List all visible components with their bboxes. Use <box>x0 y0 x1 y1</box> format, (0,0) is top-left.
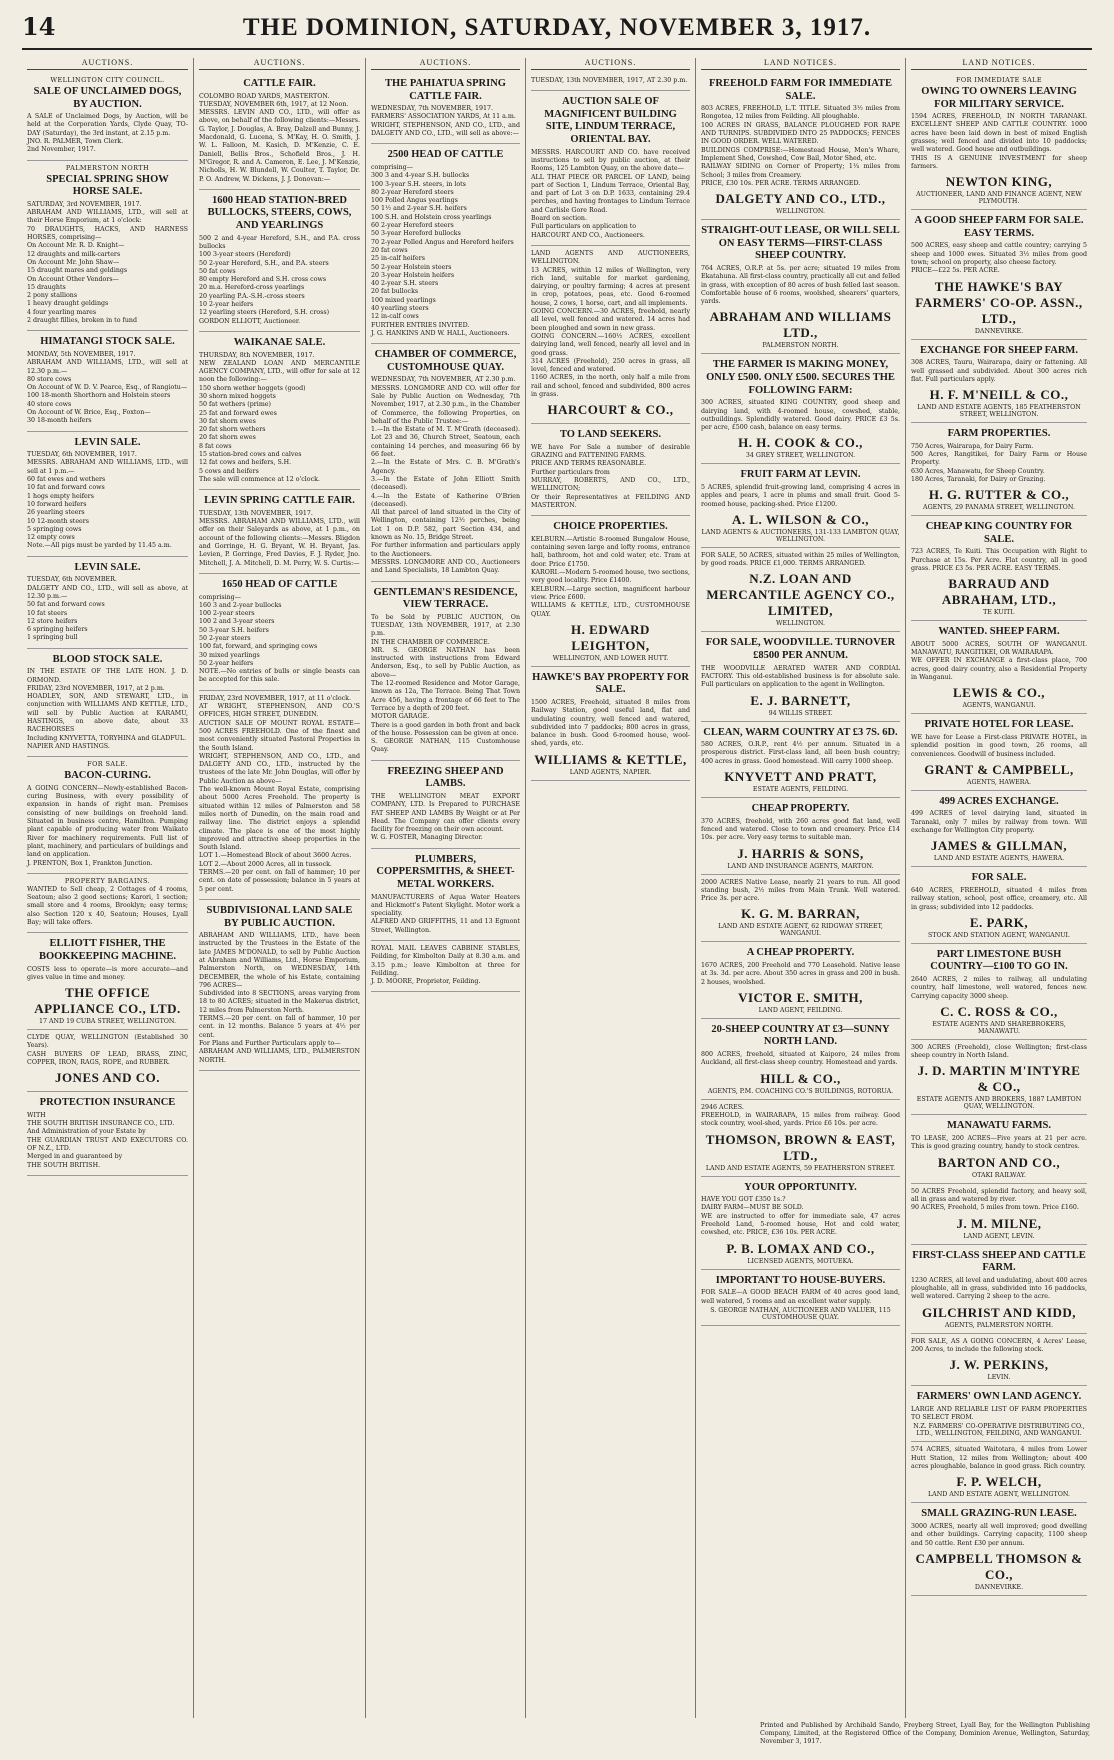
advertisement <box>27 557 188 649</box>
ad-firm-name: VICTOR E. SMITH, <box>738 989 863 1005</box>
advertisement <box>27 161 188 332</box>
page-number: 14 <box>22 12 56 41</box>
ad-body-text: TUESDAY, 13th NOVEMBER, 1917, AT 2.30 p.m. <box>531 77 688 84</box>
ad-body-text: THE WELLINGTON MEAT EXPORT COMPANY, LTD. Is Prepared to PURCHASE FAT SHEEP AND LAMBS By Weight or at Per Head. The Company can offer clients every facility for freezing on their own account. W. G. FOSTER, Managing Director. <box>371 792 520 842</box>
ad-firm-address: LAND AND ESTATE AGENT, WELLINGTON. <box>927 1491 1071 1499</box>
ad-headline: BLOOD STOCK SALE. <box>52 653 163 665</box>
ad-firm-name: J. D. MARTIN M'INTYRE & CO., <box>917 1063 1081 1095</box>
ad-firm-address: AUCTIONEER, LAND AND FINANCE AGENT, NEW PLYMOUTH. <box>916 191 1082 206</box>
advertisement <box>701 798 900 874</box>
advertisement <box>371 582 520 761</box>
ad-firm-name: HARCOURT & CO., <box>547 402 674 418</box>
ad-body-text: MESSRS. HARCOURT AND CO. have received instructions to sell by public auction, at their Rooms, 125 Lambton Quay, on the above date— ALL THAT PIECE OR PARCEL OF LAND, being part of Section 1, Lindum Terrace, Oriental Bay, and part of Lot 3 on D.P. 1633, containing 29.4 perches, and having frontages to Lindum Terrace and Carlisle Gore Road. Board on section. Full particulars on application to HARCOURT AND CO., Auctioneers. <box>531 148 690 239</box>
ad-firm-address: 94 WILLIS STREET. <box>768 709 833 717</box>
advertisement <box>531 667 690 781</box>
ad-firm-address: LAND AGENTS & AUCTIONEERS, 131-133 LAMBTON QUAY, WELLINGTON. <box>701 528 900 543</box>
advertisement <box>199 691 360 900</box>
advertisement <box>531 91 690 246</box>
advertisement <box>911 944 1087 1040</box>
ad-headline: CHOICE PROPERTIES. <box>553 521 668 533</box>
advertisement <box>531 424 690 516</box>
ad-firm-name: LEWIS & CO., <box>953 685 1045 701</box>
ad-body-text: ROYAL MAIL LEAVES CABBINE STABLES, Feilding, for Kimbolton Daily at 8.30 a.m. and 3.15 p.m.; leave Kimbolton at three for Feilding. J. D. MOORE, Proprietor, Feilding. <box>371 944 520 986</box>
ad-firm-name: KNYVETT AND PRATT, <box>724 769 877 785</box>
ad-headline: BACON-CURING. <box>64 770 151 782</box>
column-6 <box>906 58 1092 1718</box>
column-4 <box>526 58 696 1718</box>
ad-firm-address: AGENTS, 29 PANAMA STREET, WELLINGTON. <box>923 504 1075 512</box>
ad-headline: FOR SALE. <box>971 872 1027 884</box>
ad-firm-name: J. HARRIS & SONS, <box>737 845 864 861</box>
ad-firm-address: LEVIN. <box>987 1374 1011 1382</box>
ad-firm-address: LAND AND ESTATE AGENTS, 59 FEATHERSTON STREET. <box>705 1164 896 1172</box>
ad-firm-address: LICENSED AGENTS, MOTUEKA. <box>747 1257 854 1265</box>
ad-firm-name: THE OFFICE APPLIANCE CO., LTD. <box>34 985 181 1017</box>
ad-body-text: 300 ACRES, situated KING COUNTRY, good sheep and dairying land, with 4-roomed house, cowshed, stable, outbuildings. Splendidly watered. Good dairy. PRICE £3 5s. per acre, £500 cash, balance on easy terms. <box>701 399 900 432</box>
advertisement <box>371 761 520 849</box>
ad-body-text: COLOMBO ROAD YARDS, MASTERTON. TUESDAY, NOVEMBER 6th, 1917, at 12 Noon. MESSRS. LEVIN AND CO., LTD., will offer as above, on behalf of the following clients:—Messrs. G. Taylor, J. Douglas, A. Bray, Dalzell and Bunny, J. Macdonald, G. Lucena, S. M'Kay, H. O. Smith, J. W. L. Falloon, M. Kasich, D. M'Kenzie, C. E. Daniell, Bellis Bros., Schofield Bros., J. H. M'Gregor, R. and A. Cameron, E. Lee, J. M'Kenzie, Nicholls, H. W. Blundell, W. Coulter, T. Taylor, Dr. P. O. Andrew, W. Dickens, J. J. Donovan:— <box>199 92 360 183</box>
advertisement <box>911 423 1087 516</box>
advertisement <box>911 210 1087 339</box>
ad-body-text: LARGE AND RELIABLE LIST OF FARM PROPERTIES TO SELECT FROM. <box>911 1405 1087 1422</box>
ad-body-text: COSTS less to operate—is more accurate—and gives value in time and money. <box>27 965 188 981</box>
advertisement <box>199 73 360 190</box>
ad-body-text: 1670 ACRES, 200 Freehold and 770 Leasehold. Native lease at 3s. 3d. per acre. About 350 acres in grass and 200 in bush. 2 houses, woolshed. <box>701 962 900 986</box>
advertisement <box>911 1503 1087 1595</box>
ad-header: PROPERTY BARGAINS. <box>64 876 151 885</box>
ad-firm-name: BARRAUD AND ABRAHAM, LTD., <box>941 576 1057 608</box>
ad-body-text: 1500 ACRES, Freehold, situated 8 miles from Railway Station, good useful land, flat and undulating country, well fenced and watered, subdivided into 7 paddocks; 800 acres in grass, balance in bush. Good 6-roomed house, wool-shed, yards, etc. <box>531 699 690 748</box>
ad-body-text: 580 ACRES, O.R.P., rent 4½ per annum. Situated in a prosperous district. First-class land, all been bush country; 400 acres in grass. Good homestead. Will carry 1000 sheep. <box>701 741 900 765</box>
ad-body-text: TUESDAY, 13th NOVEMBER, 1917. MESSRS. ABRAHAM AND WILLIAMS, LTD., will offer on their Saleyards as above, at 1 p.m., on account of the following clients:—Messrs. Bligdon and Gorringe, H. G. Bryant, W. H. Bryant, Jas. Levien, P. Gorringe, Fred Davies, F. J. Ryder, Jno. Mitchell, J. A. Mitchell, D. M. Perry, W. S. Curtis:— <box>199 509 360 567</box>
advertisement <box>27 933 188 1030</box>
ad-body-text: WANTED to Sell cheap, 2 Cottages of 4 rooms, Seatoun; also 2 good sections; Karori, 1 section; small store and 4 rooms, Brooklyn; easy terms; also Section 120 x 40, Seatoun; Houses, Lyall Bay; will take offers. <box>27 885 188 927</box>
column-heading: LAND NOTICES. <box>701 58 900 70</box>
ad-headline: PART LIMESTONE BUSH COUNTRY—£100 TO GO IN. <box>930 948 1068 973</box>
ad-firm-name: H. F. M'NEILL & CO., <box>929 387 1069 403</box>
advertisement <box>701 1100 900 1177</box>
ad-firm-name: BARTON AND CO., <box>937 1154 1061 1170</box>
ad-headline: STRAIGHT-OUT LEASE, OR WILL SELL ON EASY TERMS—FIRST-CLASS SHEEP COUNTRY. <box>701 225 900 262</box>
ad-headline: SMALL GRAZING-RUN LEASE. <box>921 1508 1077 1520</box>
ad-headline: CHEAP PROPERTY. <box>751 803 850 815</box>
column-3 <box>366 58 526 1718</box>
ad-headline: PRIVATE HOTEL FOR LEASE. <box>924 719 1074 731</box>
advertisement <box>27 757 188 874</box>
ad-firm-name: ABRAHAM AND WILLIAMS LTD., <box>709 309 892 341</box>
ad-firm-address: AGENTS, P.M. COACHING CO.'S BUILDINGS, ROTORUA. <box>707 1087 894 1095</box>
ad-firm-address: STOCK AND STATION AGENT, WANGANUI. <box>927 931 1071 939</box>
ad-headline: FOR SALE, WOODVILLE. TURNOVER £8500 PER ANNUM. <box>705 637 896 662</box>
advertisement <box>199 190 360 332</box>
ad-headline: WANTED. SHEEP FARM. <box>938 626 1060 638</box>
column-heading: AUCTIONS. <box>531 58 690 70</box>
ad-body-text: 2640 ACRES, 2 miles to railway, all undulating country, half limestone, well watered, fences new. Carrying capacity 3000 sheep. <box>911 976 1087 1000</box>
advertisement <box>911 791 1087 867</box>
ad-headline: 2500 HEAD OF CATTLE <box>387 149 504 161</box>
ad-body-text: FOR SALE—A GOOD BEACH FARM of 40 acres good land, well watered, 5 rooms and an excellent water supply. <box>701 1289 900 1305</box>
ad-firm-name: J. W. PERKINS, <box>949 1357 1049 1373</box>
advertisement <box>371 144 520 344</box>
ad-firm-name: N.Z. LOAN AND MERCANTILE AGENCY CO., LIMITED, <box>706 571 895 619</box>
ad-body-text: 499 ACRES of level dairying land, situated in Taranaki, only 7 miles by railway from town. Will exchange for Wellington City property. <box>911 810 1087 835</box>
advertisement <box>27 432 188 557</box>
ad-body-text: THURSDAY, 8th NOVEMBER, 1917. NEW ZEALAND LOAN AND MERCANTILE AGENCY COMPANY, LTD., will offer for sale at 12 noon the following:— 150 shorn wether hoggets (good) 30 shorn mixed hoggets 50 fat wethers (prime) 25 fat and forward ewes 30 fat shorn ewes 20 fat shorn wethers 20 fat shorn ewes 8 fat cows 15 station-bred cows and calves 12 fat cows and heifers, S.H. 5 cows and heifers The sale will commence at 12 o'clock. <box>199 351 360 483</box>
ad-headline: TO LAND SEEKERS. <box>559 429 662 441</box>
ad-body-text: 370 ACRES, freehold, with 260 acres good flat land, well fenced and watered. Close to town and creamery. Price £14 10s. per acre. Very easy terms to suitable man. <box>701 817 900 842</box>
advertisement <box>911 516 1087 621</box>
ad-body-text: 723 ACRES, Te Kuiti. This Occupation with Right to Purchase at 15s. Per Acre. Flat country, all in good grass. PRICE £3 5s. PER ACRE. EASY TERMS. <box>911 548 1087 572</box>
ad-firm-address: LAND AGENT, FEILDING. <box>758 1006 843 1014</box>
ad-body-text: WEDNESDAY, 7th NOVEMBER, 1917. FARMERS' ASSOCIATION YARDS, At 11 a.m. WRIGHT, STEPHENSON, AND CO., LTD., and DALGETY AND CO., LTD., will sell as above:— <box>371 105 520 138</box>
ad-headline: FARMERS' OWN LAND AGENCY. <box>916 1391 1082 1403</box>
ad-firm-name: THOMSON, BROWN & EAST, LTD., <box>705 1131 896 1163</box>
advertisement <box>911 340 1087 423</box>
ad-headline: FRUIT FARM AT LEVIN. <box>740 469 861 481</box>
ad-headline: OWING TO OWNERS LEAVING FOR MILITARY SERVICE. <box>921 86 1077 110</box>
ad-headline: PLUMBERS, COPPERSMITHS, & SHEET-METAL WORKERS. <box>376 853 515 890</box>
ad-headline: FARM PROPERTIES. <box>947 428 1051 440</box>
ad-firm-name: CAMPBELL THOMSON & CO., <box>915 1550 1083 1582</box>
page-header <box>22 8 1092 50</box>
ad-body-text: 574 ACRES, situated Waitotara, 4 miles from Lower Hutt Station, 12 miles from Wellington; about 400 acres ploughable, balance in good grass. Rich country. <box>911 1446 1087 1471</box>
advertisement <box>701 942 900 1018</box>
ad-firm-address: WELLINGTON. <box>776 208 825 216</box>
ad-headline: FIRST-CLASS SHEEP AND CATTLE FARM. <box>912 1249 1086 1274</box>
column-heading: LAND NOTICES. <box>911 58 1087 70</box>
ad-headline: SALE OF UNCLAIMED DOGS, BY AUCTION. <box>33 86 182 110</box>
ad-firm-address: ESTATE AGENTS AND SHAREBROKERS, MANAWATU. <box>932 1020 1066 1035</box>
masthead: THE DOMINION, SATURDAY, NOVEMBER 3, 1917. <box>242 14 872 41</box>
ad-firm-name: DALGETY AND CO., LTD., <box>715 191 886 207</box>
ad-firm-address: AGENTS, PALMERSTON NORTH. <box>944 1321 1054 1329</box>
ad-firm-name: NEWTON KING, <box>945 174 1053 190</box>
advertisement <box>911 73 1087 210</box>
column-1 <box>22 58 194 1718</box>
ad-body-text: comprising— 160 3 and 2-year bullocks 100 2-year steers 100 2 and 3-year steers 50 3-year S.H. heifers 50 2-year steers 100 fat, forward, and springing cows 30 mixed yearlings 50 2-year heifers NOTE.—No entries of bulls or single beasts can be accepted for this sale. <box>199 593 360 684</box>
ad-body-text: To be Sold by PUBLIC AUCTION, On TUESDAY, 13th NOVEMBER, 1917, at 2.30 p.m. IN THE CHAMBER OF COMMERCE. MR. S. GEORGE NATHAN has been instructed with instructions from Edward Anderson, Esq., to sell by Public Auction, as above— The 12-roomed Residence and Motor Garage, known as 12a, The Terrace. Being That Town Acre 456, having a frontage of 66 feet to The Terrace by a depth of 200 feet. MOTOR GARAGE. There is a good garden in both front and back of the house. Possession can be given at once. S. GEORGE NATHAN, 115 Customhouse Quay. <box>371 613 520 754</box>
ad-headline: CATTLE FAIR. <box>243 78 316 89</box>
ad-body-text: TUESDAY, 6th NOVEMBER, 1917. MESSRS. ABRAHAM AND WILLIAMS, LTD., will sell at 1 p.m.— 60 fat ewes and wethers 10 fat and forward cows 1 hogs empty heifers 10 forward heifers 26 yearling steers 10 12-month steers 5 springing cows 12 empty cows Note.—All pigs must be yarded by 11.45 a.m. <box>27 451 188 550</box>
ad-headline: 20-SHEEP COUNTRY AT £3—SUNNY NORTH LAND. <box>711 1023 890 1048</box>
ad-firm-address: PALMERSTON NORTH. <box>762 342 839 350</box>
advertisement <box>531 246 690 424</box>
ad-firm-address: LAND AND ESTATE AGENT, 62 RIDGWAY STREET, WANGANUI. <box>718 923 883 938</box>
ad-body-text: HAVE YOU GOT £350 1s.? DAIRY FARM—MUST BE SOLD. WE are instructed to offer for immediate sale, 47 acres Freehold Land, 5-roomed house, Hot and cold water, cowshed, etc. PRICE, £36 10s. PER ACRE. <box>701 1196 900 1237</box>
ad-firm-name: H. EDWARD LEIGHTON, <box>571 621 650 653</box>
ad-firm-address: 34 GREY STREET, WELLINGTON. <box>745 452 856 460</box>
ad-body-text: FRIDAY, 23rd NOVEMBER, 1917, at 11 o'clock. AT WRIGHT, STEPHENSON, AND CO.'S OFFICES, HIGH STREET, DUNEDIN. AUCTION SALE OF MOUNT ROYAL ESTATE—500 ACRES FREEHOLD. One of the finest and most conveniently situated Pastoral Properties in the South Island. WRIGHT, STEPHENSON, AND CO., LTD., and DALGETY AND CO., LTD., instructed by the trustees of the late Mr. John Douglas, will offer by Public Auction as above— The well-known Mount Royal Estate, comprising about 5000 Acres Freehold. The property is situated within 12 miles of Palmerston and 58 miles north of Dunedin, on the main road and railway line. The district enjoys a splendid climate. The place is one of the most highly improved and attractive sheep properties in the South Island. LOT 1.—Homestead Block of about 3600 Acres. LOT 2.—About 2000 Acres, all in tussock. TERMS.—20 per cent. on fall of hammer; 10 per cent. on date of possession; balance in 5 years at 5 per cent. <box>199 694 360 893</box>
ad-headline: CHAMBER OF COMMERCE, CUSTOMHOUSE QUAY. <box>374 349 517 373</box>
ad-body-text: LAND AGENTS AND AUCTIONEERS, WELLINGTON. 13 ACRES, within 12 miles of Wellington, very rich land, suitable for market gardening, dairying, or poultry farming; 4 acres at present in crop, potatoes, peas, etc. Good 6-roomed house, 2 cows, 1 horse, cart, and all implements. GOING CONCERN.—30 ACRES, freehold, nearly all level, well fenced and watered. 14 acres had been ploughed and sown in new grass. GOING CONCERN.—160½ ACRES, excellent dairying land, well fenced, nearly all level and in good grass. 314 ACRES (Freehold), 250 acres in grass, all level, fenced and watered. 1160 ACRES, in the north, only half a mile from rail and school, fenced and subdivided, 800 acres in grass. <box>531 249 690 398</box>
ad-headline: 1650 HEAD OF CATTLE <box>221 578 338 590</box>
column-heading: AUCTIONS. <box>27 58 188 70</box>
ad-header: PALMERSTON NORTH <box>65 163 150 172</box>
ad-firm-name: JAMES & GILLMAN, <box>930 838 1068 854</box>
ad-body-text: MONDAY, 5th NOVEMBER, 1917. ABRAHAM AND WILLIAMS, LTD., will sell at 12.30 p.m.— 80 store cows On Account of W. D. V. Pearce, Esq., of Rangiotu— 100 18-month Shorthorn and Holstein steers 40 store cows On Account of W. Brice, Esq., Foxton— 30 18-month heifers <box>27 350 188 425</box>
advertisement <box>27 1030 188 1092</box>
ad-firm-name: K. G. M. BARRAN, <box>741 906 860 922</box>
ad-body-text: A GOING CONCERN—Newly-established Bacon-curing Business, with every possibility of expansion in hands of right man. Premises consisting of new buildings on freehold land. Situated in business centre, Hamilton. Pumping plant capable of producing water from Waikato River for machinery requirements. Full list of plant, machinery, and particulars of buildings and land on application. J. PRENTON, Box 1, Frankton Junction. <box>27 784 188 867</box>
ad-firm-address: LAND AGENTS, NAPIER. <box>569 768 652 776</box>
ad-body-text: 764 ACRES, O.R.P. at 5s. per acre; situated 19 miles from Ekatahuna. All first-class country, practically all cut and felled in grass, with exception of 80 acres of bush felled last season. Comfortable house of 6 rooms, woolshed, shearers' quarters, yards. <box>701 264 900 306</box>
ad-firm-name: H. G. RUTTER & CO., <box>928 487 1070 503</box>
ad-body-text: 2946 ACRES. FREEHOLD, in WAIRARAPA, 15 miles from railway. Good stock country, wool-shed, yards. Price £6 10s. per acre. <box>701 1103 900 1128</box>
ad-firm-address: DANNEVIRKE. <box>974 327 1024 335</box>
ad-firm-address: OTAKI RAILWAY. <box>972 1171 1026 1179</box>
advertisement <box>911 867 1087 943</box>
advertisement <box>199 900 360 1071</box>
advertisement <box>371 941 520 992</box>
ad-body-text: 5 ACRES, splendid fruit-growing land, comprising 4 acres in apples and pears, 1 acre in plums and small fruit. Good 5-roomed house, packing-shed. Price £1200. <box>701 483 900 508</box>
ad-body-text: 500 ACRES, easy sheep and cattle country; carrying 5 sheep and 1000 ewes. Situated 3½ miles from good town; school on property, also cheese factory. PRICE—£22 5s. PER ACRE. <box>911 242 1087 275</box>
ad-firm-address: N.Z. FARMERS' CO-OPERATIVE DISTRIBUTING CO., LTD., WELLINGTON, FEILDING, AND WANGANUI. <box>913 1423 1085 1438</box>
ad-body-text: TUESDAY, 6th NOVEMBER. DALGETY AND CO., LTD., will sell as above, at 12.30 p.m.— 50 fat and forward cows 10 fat steers 12 store heifers 6 springing heifers 1 springing bull <box>27 576 188 642</box>
ad-firm-name: A. L. WILSON & CO., <box>731 511 870 527</box>
ad-body-text: TO LEASE, 200 ACRES—Five years at 21 per acre. This is good grazing country, handy to stock centres. <box>911 1135 1087 1151</box>
ad-headline: YOUR OPPORTUNITY. <box>744 1181 857 1193</box>
column-5 <box>696 58 906 1718</box>
ad-firm-address: WELLINGTON, AND LOWER HUTT. <box>552 654 669 662</box>
ad-firm-name: THE HAWKE'S BAY FARMERS' CO-OP. ASSN., LTD., <box>915 278 1083 326</box>
advertisement <box>911 621 1087 714</box>
imprint: Printed and Published by Archibald Sando, Freyberg Street, Lyall Bay, for the Wellington Publishing Company, Limited, at the Registered Office of the Company, Dominion Avenue, Wellington, Saturday, November 3, 1917. <box>760 1722 1090 1746</box>
advertisement <box>27 331 188 431</box>
advertisement <box>911 1386 1087 1442</box>
advertisement <box>27 73 188 161</box>
advertisement <box>701 722 900 798</box>
ad-body-text: IN THE ESTATE OF THE LATE HON. J. D. ORMOND. FRIDAY, 23rd NOVEMBER, 1917, at 2 p.m. HOADLEY, SON, AND STEWART, LTD., in conjunction with WILLIAMS AND KETTLE, LTD., will sell by Public Auction at KARAMU, HASTINGS, on above date, about 33 RACEHORSES Including KNYVETTA, TORYHINA and GLADFUL. NAPIER AND HASTINGS. <box>27 668 188 750</box>
ad-firm-address: S. GEORGE NATHAN, AUCTIONEER AND VALUER, 115 CUSTOMHOUSE QUAY. <box>710 1306 891 1321</box>
advertisement <box>701 73 900 220</box>
advertisement <box>199 574 360 691</box>
ad-header: WELLINGTON CITY COUNCIL. <box>50 76 165 84</box>
ad-headline: A CHEAP PROPERTY. <box>746 947 855 959</box>
ad-body-text: WE have For Sale a number of desirable GRAZING and FATTENING FARMS. PRICE AND TERMS REASONABLE. Further particulars from MURRAY, ROBERTS, AND CO., LTD., WELLINGTON; Or their Representatives at FEILDING AND MASTERTON. <box>531 443 690 509</box>
advertisement <box>27 1092 188 1176</box>
ad-headline: PROTECTION INSURANCE <box>39 1097 176 1109</box>
advertisement <box>199 332 360 490</box>
ad-firm-name: F. P. WELCH, <box>956 1474 1042 1490</box>
columns-container <box>22 58 1092 1718</box>
ad-body-text: WITH THE SOUTH BRITISH INSURANCE CO., LTD. And Administration of your Estate by THE GUARDIAN TRUST AND EXECUTORS CO. OF N.Z., LTD. Merged in and guaranteed by THE SOUTH BRITISH. <box>27 1111 188 1169</box>
ad-body-text: 1230 ACRES, all level and undulating, about 400 acres ploughable, all in grass, subdivided into 16 paddocks, well watered. Carrying 2 sheep to the acre. <box>911 1276 1087 1301</box>
advertisement <box>911 1040 1087 1116</box>
column-heading: AUCTIONS. <box>371 58 520 70</box>
advertisement <box>531 516 690 667</box>
advertisement <box>701 1177 900 1270</box>
advertisement <box>371 73 520 144</box>
ad-headline: WAIKANAE SALE. <box>233 336 326 348</box>
ad-body-text: comprising— 300 3 and 4-year S.H. bullocks 100 3-year S.H. steers, in lots 80 2-year Hereford steers 100 Polled Angus yearlings 50 1½ and 2-year S.H. heifers 100 S.H. and Holstein cross yearlings 60 2-year Hereford steers 50 3-year Hereford bullocks 70 2-year Polled Angus and Hereford heifers 20 fat cows 25 in-calf heifers 50 2-year Holstein steers 20 3-year Holstein heifers 40 2-year S.H. steers 20 fat bullocks 100 mixed yearlings 40 yearling steers 12 in-calf cows FURTHER ENTRIES INVITED. J. G. HANKINS AND W. HALL, Auctioneers. <box>371 163 514 337</box>
ad-headline: MANAWATU FARMS. <box>946 1120 1052 1132</box>
ad-firm-address: LAND AND ESTATE AGENTS, HAWERA. <box>933 855 1065 863</box>
ad-header: FOR IMMEDIATE SALE <box>955 76 1043 84</box>
ad-firm-address: AGENTS, WANGANUI. <box>962 702 1036 710</box>
ad-body-text: 500 2 and 4-year Hereford, S.H., and P.A. cross bullocks 100 3-year steers (Hereford) 50 2-year Hereford, S.H., and P.A. steers 50 fat cows 80 empty Hereford and S.H. cross cows 20 m.a. Hereford-cross yearlings 20 yearling P.A.-S.H.-cross steers 10 2-year heifers 12 yearling steers (Hereford, S.H. cross) GORDON ELLIOTT, Auctioneer. <box>199 234 360 325</box>
advertisement <box>27 874 188 933</box>
ad-firm-name: H. H. COOK & CO., <box>738 435 863 451</box>
column-2 <box>194 58 366 1718</box>
ad-body-text: ABOUT 5000 ACRES, SOUTH OF WANGANUI. MANAWATU, RANGITIKEI, OR WAIRARAPA. WE OFFER IN EXCHANGE a first-class place, 700 acres, good dairy country, also a Residential Property in Wanganui. <box>911 640 1087 682</box>
ad-firm-name: GRANT & CAMPBELL, <box>924 761 1074 777</box>
ad-body-text: WEDNESDAY, 7th NOVEMBER, AT 2.30 p.m. MESSRS. LONGMORE AND CO. will offer for Sale by Public Auction on Wednesday, 7th November, 1917, at 2.30 p.m., in the Chamber of Commerce, the following Properties, on behalf of the Public Trustee:— 1.—In the Estate of M. T. M'Grath (deceased). Lot 23 and 36, Church Street, Seatoun, each containing 14 perches, and measuring 66 by 66 feet. 2.—In the Estate of Mrs. C. B. M'Grath's Agency. 3.—In the Estate of John Elliott Smith (deceased). 4.—In the Estate of Katherine O'Brien (deceased). All that parcel of land situated in the City of Wellington, containing 12½ perches, being Lot 1 on D.P. 582, part Section 434, and known as No. 15, Bridge Street. For further information and particulars apply to the Auctioneers. MESSRS. LONGMORE AND CO., Auctioneers and Land Specialists, 18 Lambton Quay. <box>371 376 520 575</box>
ad-firm-address: TE KUITI. <box>983 609 1015 617</box>
ad-body-text: 3000 ACRES, nearly all well improved; good dwelling and other buildings. Carrying capacity, 1100 sheep and 50 cattle. Rent £30 per annum. <box>911 1522 1087 1547</box>
ad-firm-name: WILLIAMS & KETTLE, <box>534 751 687 767</box>
ad-body-text: FOR SALE, 50 ACRES, situated within 25 miles of Wellington, by good roads. PRICE £1,000. TERMS ARRANGED. <box>701 551 900 568</box>
ad-firm-address: LAND AGENT, LEVIN. <box>963 1232 1035 1240</box>
ad-body-text: 750 Acres, Wairarapa, for Dairy Farm. 500 Acres, Rangitikei, for Dairy Farm or House Property. 630 Acres, Manawatu, for Sheep Country. 180 Acres, Taranaki, for Dairy or Grazing. <box>911 442 1087 483</box>
ad-headline: LEVIN SALE. <box>74 436 141 448</box>
ad-firm-address: AGENTS, HAWERA. <box>966 778 1032 786</box>
advertisement <box>701 220 900 354</box>
advertisement <box>701 875 900 943</box>
advertisement <box>911 1245 1087 1334</box>
ad-body-text: FOR SALE, AS A GOING CONCERN, 4 Acres' Lease, 200 Acres, to include the following stock. <box>911 1337 1087 1353</box>
ad-firm-name: E. PARK, <box>969 914 1029 930</box>
ad-headline: THE FARMER IS MAKING MONEY, ONLY £500. ONLY £500. SECURES THE FOLLOWING FARM: <box>706 359 895 396</box>
advertisement <box>911 714 1087 790</box>
ad-firm-name: JONES AND CO. <box>54 1070 161 1086</box>
ad-firm-address: 17 AND 19 CUBA STREET, WELLINGTON. <box>38 1018 177 1026</box>
ad-headline: AUCTION SALE OF MAGNIFICENT BUILDING SITE, LINDUM TERRACE, ORIENTAL BAY. <box>544 96 677 146</box>
advertisement <box>911 1442 1087 1503</box>
advertisement <box>701 354 900 464</box>
advertisement <box>199 490 360 574</box>
ad-headline: FREEHOLD FARM FOR IMMEDIATE SALE. <box>708 78 893 102</box>
ad-firm-address: WELLINGTON. <box>776 620 825 628</box>
ad-headline: CHEAP KING COUNTRY FOR SALE. <box>925 521 1073 545</box>
ad-headline: IMPORTANT TO HOUSE-BUYERS. <box>715 1274 886 1286</box>
ad-body-text: 803 ACRES, FREEHOLD, L.T. TITLE. Situated 3½ miles from Rongotea, 12 miles from Feilding. All ploughable. 100 ACRES IN GRASS, BALANCE PLOUGHED FOR RAPE AND TURNIPS. SUBDIVIDED INTO 25 PADDOCKS; FENCES IN GOOD ORDER. WELL WATERED. BUILDINGS COMPRISE:—Homestead House, Men's Whare, Implement Shed, Cowshed, Cow Bail, Motor Shed, etc. RAILWAY SIDING on Corner of Property; 1¼ miles from School; 3 miles from Creamery. PRICE, £30 10s. PER ACRE. TERMS ARRANGED. <box>701 105 900 187</box>
ad-headline: CLEAN, WARM COUNTRY AT £3 7S. 6D. <box>703 726 898 738</box>
advertisement <box>911 1115 1087 1183</box>
ad-body-text: 2000 ACRES Native Lease, nearly 21 years to run. All good standing bush, 2½ miles from Main Trunk. Well watered. Price 3s. per acre. <box>701 878 900 903</box>
ad-firm-name: P. B. LOMAX AND CO., <box>726 1240 875 1256</box>
ad-body-text: SATURDAY, 3rd NOVEMBER, 1917. ABRAHAM AND WILLIAMS, LTD., will sell at their Horse Emporium, at 1 o'clock: 70 DRAUGHTS, HACKS, AND HARNESS HORSES, comprising— On Account Mr. R. D. Knight— 12 draughts and milk-carters On Account Mr. John Shaw— 15 draught mares and geldings On Account Other Vendors— 15 draughts 2 pony stallions 1 heavy draught geldings 4 four yearling mares 2 draught fillies, broken in to fund <box>27 200 188 325</box>
ad-firm-name: GILCHRIST AND KIDD, <box>921 1304 1077 1320</box>
ad-body-text: 640 ACRES, FREEHOLD, situated 4 miles from railway station, school, post office, creamery, etc. All in grass; subdivided into 12 paddocks. <box>911 886 1087 911</box>
ad-headline: LEVIN SPRING CATTLE FAIR. <box>204 495 355 507</box>
advertisement <box>701 548 900 633</box>
ad-header: FOR SALE. <box>87 760 128 769</box>
ad-headline: LEVIN SALE. <box>74 561 141 573</box>
ad-firm-address: LAND AND INSURANCE AGENTS, MARTON. <box>727 862 874 870</box>
advertisement <box>371 344 520 581</box>
ad-headline: A GOOD SHEEP FARM FOR SALE. EASY TERMS. <box>914 215 1084 239</box>
ad-firm-name: E. J. BARNETT, <box>750 692 851 708</box>
ad-body-text: CLYDE QUAY, WELLINGTON (Established 30 Years). CASH BUYERS OF LEAD, BRASS, ZINC, COPPER, IRON, RAGS, ROPE, and RUBBER. <box>27 1034 188 1066</box>
ad-body-text: 1594 ACRES, FREEHOLD, IN NORTH TARANAKI. EXCELLENT SHEEP AND CATTLE COUNTRY. 1000 acres have been laid down in best of mixed English grasses; well fenced and divided into 10 paddocks; well watered. Good house and outbuildings. THIS IS A GENUINE INVESTMENT for sheep farmers. <box>911 113 1087 170</box>
advertisement <box>911 1334 1087 1387</box>
ad-headline: GENTLEMAN'S RESIDENCE, VIEW TERRACE. <box>373 586 518 611</box>
ad-headline: 1600 HEAD STATION-BRED BULLOCKS, STEERS, COWS, AND YEARLINGS <box>207 194 352 232</box>
ad-body-text: ABRAHAM AND WILLIAMS, LTD., have been instructed by the Trustees in the Estate of the late JAMES M'DONALD, to sell by Public Auction at Abraham and Williams, Ltd., Horse Emporium, Palmerston North, on WEDNESDAY, 14th DECEMBER, the whole of his Estate, containing 796 ACRES— Subdivided into 8 SECTIONS, areas varying from 18 to 80 ACRES; situated in the Makerua district, 12 miles from Palmerston North. TERMS.—20 per cent. on fall of hammer, 10 per cent. in 12 months. Balance 5 years at 4½ per cent. For Plans and Further Particulars apply to— ABRAHAM AND WILLIAMS, LTD., PALMERSTON NORTH. <box>199 932 360 1064</box>
advertisement <box>701 632 900 721</box>
column-heading: AUCTIONS. <box>199 58 360 70</box>
ad-body-text: 300 ACRES (Freehold), close Wellington; first-class sheep country in North Island. <box>911 1043 1087 1060</box>
ad-headline: ELLIOTT FISHER, THE BOOKKEEPING MACHINE. <box>38 938 177 962</box>
ad-headline: SPECIAL SPRING SHOW HORSE SALE. <box>46 173 169 198</box>
ad-firm-address: DANNEVIRKE. <box>974 1583 1024 1591</box>
advertisement <box>701 1270 900 1326</box>
ad-headline: HAWKE'S BAY PROPERTY FOR SALE. <box>532 671 689 696</box>
ad-firm-name: HILL & CO., <box>760 1070 841 1086</box>
ad-headline: THE PAHIATUA SPRING CATTLE FAIR. <box>385 78 506 102</box>
advertisement <box>911 1184 1087 1245</box>
ad-headline: HIMATANGI STOCK SALE. <box>40 336 175 348</box>
advertisement <box>701 464 900 547</box>
ad-body-text: WE have for Lease a First-class PRIVATE HOTEL, in splendid position in good town, 26 rooms, all conveniences. Goodwill of business included. <box>911 733 1087 758</box>
ad-body-text: 308 ACRES, Tauru, Wairarapa, dairy or fattening. All well grassed and subdivided. About 300 acres rich flat. Full particulars apply. <box>911 359 1087 383</box>
advertisement <box>531 73 690 91</box>
ad-headline: 499 ACRES EXCHANGE. <box>939 795 1059 807</box>
advertisement <box>701 1019 900 1100</box>
ad-body-text: 50 ACRES Freehold, splendid factory, and heavy soil, all in grass and watered by river. 90 ACRES, Freehold, 5 miles from town. Price £160. <box>911 1187 1087 1212</box>
ad-headline: SUBDIVISIONAL LAND SALE BY PUBLIC AUCTION. <box>206 904 353 929</box>
ad-firm-name: C. C. ROSS & CO., <box>940 1003 1058 1019</box>
advertisement <box>27 649 188 758</box>
ad-firm-address: ESTATE AGENTS, FEILDING. <box>752 786 849 794</box>
advertisement <box>371 849 520 941</box>
ad-body-text: THE WOODVILLE AERATED WATER AND CORDIAL FACTORY. This old-established business is for absolute sale. Full particulars on application to the agent in Wellington. <box>701 664 900 689</box>
ad-body-text: MANUFACTURERS of Aqua Water Heaters and Hickmott's Patent Skylight. Motor work a speciality. ALFRED AND GRIFFITHS, 11 and 13 Egmont Street, Wellington. <box>371 893 520 934</box>
ad-body-text: KELBURN.—Artistic 8-roomed Bungalow House, containing seven large and lofty rooms, entrance hall, bathroom, hot and cold water, etc. Tram at door. Price £1750. KARORI.—Modern 5-roomed house, two sections, very good locality. Price £1400. KELBURN.—Large section, magnificent harbour view. Price £600. WILLIAMS & KETTLE, LTD., CUSTOMHOUSE QUAY. <box>531 535 690 618</box>
ad-firm-address: LAND AND ESTATE AGENTS, 185 FEATHERSTON STREET, WELLINGTON. <box>917 404 1081 419</box>
ad-headline: FREEZING SHEEP AND LAMBS. <box>387 765 504 790</box>
ad-body-text: 800 ACRES, freehold, situated at Kaiporo, 24 miles from Auckland, all first-class sheep country. Homestead and yards. <box>701 1051 900 1067</box>
ad-body-text: A SALE of Unclaimed Dogs, by Auction, will be held at the Corporation Yards, Clyde Quay, TO-DAY (Saturday), the 3rd instant, at 2.15 p.m. JNO. R. PALMER, Town Clerk. 2nd November, 1917. <box>27 113 188 154</box>
ad-headline: EXCHANGE FOR SHEEP FARM. <box>920 344 1078 356</box>
ad-firm-address: ESTATE AGENTS AND BROKERS, 1887 LAMBTON QUAY, WELLINGTON. <box>916 1096 1082 1111</box>
ad-firm-name: J. M. MILNE, <box>956 1215 1042 1231</box>
